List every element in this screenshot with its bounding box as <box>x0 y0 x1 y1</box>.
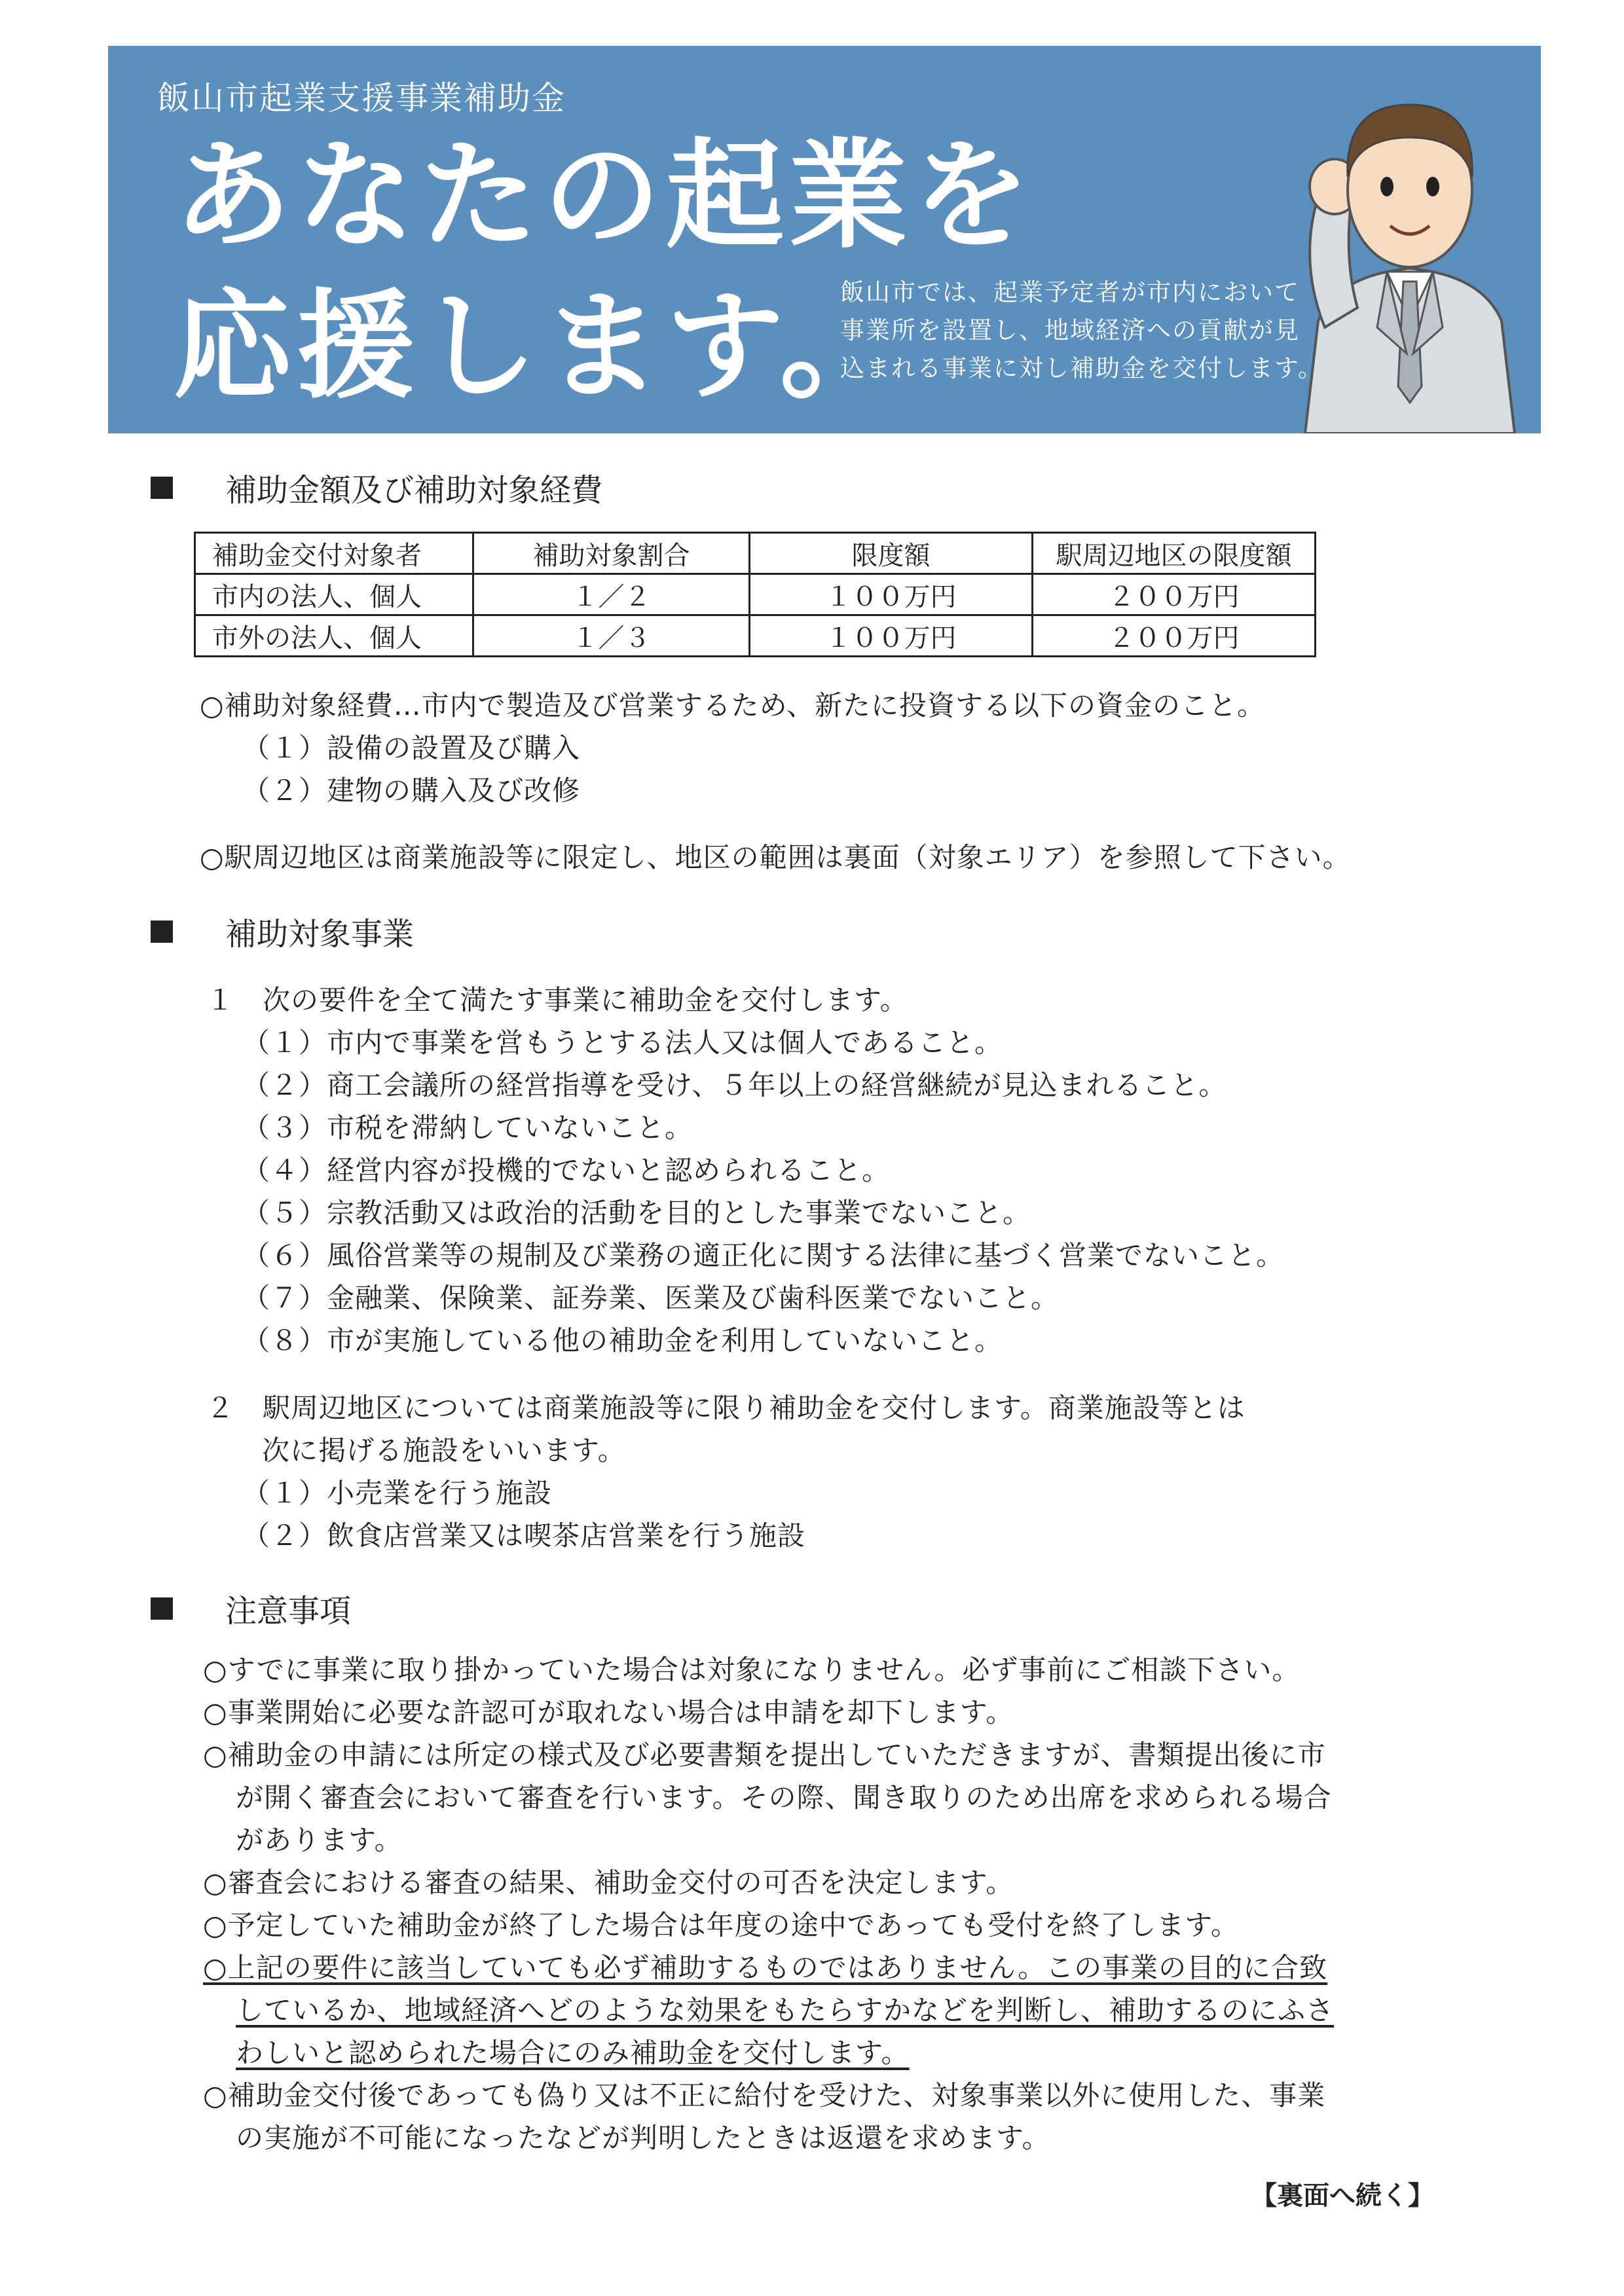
note-item: ○事業開始に必要な許認可が取れない場合は申請を却下します。 <box>203 1696 1014 1728</box>
table-header-row <box>195 533 1316 574</box>
requirement-item: （５）宗教活動又は政治的活動を目的とした事業でないこと。 <box>242 1197 1031 1229</box>
underlined-text: わしいと認められた場合にのみ補助金を交付します。 <box>236 2037 910 2069</box>
note-item-continued <box>203 2032 1334 2074</box>
table-cell: 市外の法人、個人 <box>195 615 473 657</box>
table-cell: １００万円 <box>750 615 1033 657</box>
requirement-intro: １ 次の要件を全て満たす事業に補助金を交付します。 <box>206 984 908 1016</box>
requirement-item: （６）風俗営業等の規制及び業務の適正化に関する法律に基づく営業でないこと。 <box>242 1239 1285 1271</box>
facility-item: （２）飲食店営業又は喫茶店営業を行う施設 <box>242 1520 806 1552</box>
table-cell: ２００万円 <box>1033 574 1316 615</box>
requirement-item: （４）経営内容が投機的でないと認められること。 <box>242 1154 891 1186</box>
banner-description-line: 飯山市では、起業予定者が市内において <box>840 278 1300 306</box>
subsidy-table <box>194 532 1316 657</box>
requirement-item: （８）市が実施している他の補助金を利用していないこと。 <box>242 1324 1003 1357</box>
underlined-text: ○上記の要件に該当していても必ず補助するものではありません。この事業の目的に合致 <box>203 1952 1328 1984</box>
note-item-underlined <box>203 1946 1334 1989</box>
note-item-continued <box>203 1989 1334 2032</box>
square-bullet-icon <box>151 920 173 943</box>
banner-description-line: 込まれる事業に対し補助金を交付します。 <box>840 354 1324 382</box>
station-requirement-intro: ２ 駅周辺地区については商業施設等に限り補助金を交付します。商業施設等とは <box>206 1392 1246 1424</box>
section-title: 注意事項 <box>225 1593 352 1630</box>
requirement-item: （３）市税を滞納していないこと。 <box>242 1112 693 1144</box>
table-cell: １００万円 <box>750 574 1033 615</box>
note-item: ○補助金の申請には所定の様式及び必要書類を提出していただきますが、書類提出後に市 <box>203 1739 1326 1771</box>
note-item-continued: の実施が不可能になったなどが判明したときは返還を求めます。 <box>236 2122 1050 2154</box>
header-banner <box>108 46 1541 433</box>
expense-item: （２）建物の購入及び改修 <box>242 774 581 807</box>
expense-item: （１）設備の設置及び購入 <box>242 732 581 764</box>
requirement-item: （７）金融業、保険業、証券業、医業及び歯科医業でないこと。 <box>242 1282 1060 1314</box>
requirement-item: （２）商工会議所の経営指導を受け、５年以上の経営継続が見込まれること。 <box>242 1069 1227 1101</box>
table-header: 補助対象割合 <box>473 533 750 574</box>
note-item: ○審査会における審査の結果、補助金交付の可否を決定します。 <box>203 1867 1014 1899</box>
note-item: ○補助金交付後であっても偽り又は不正に給付を受けた、対象事業以外に使用した、事業 <box>203 2079 1326 2111</box>
expense-note: ○補助対象経費…市内で製造及び営業するため、新たに投資する以下の資金のこと。 <box>200 689 1265 721</box>
note-item: ○予定していた補助金が終了した場合は年度の途中であっても受付を終了します。 <box>203 1909 1239 1941</box>
banner-title-line2: 応援します。 <box>174 278 903 415</box>
notes-list <box>203 1649 1334 2159</box>
banner-subtitle: 飯山市起業支援事業補助金 <box>157 79 566 117</box>
table-cell: 市内の法人、個人 <box>195 574 473 615</box>
section-heading-notes <box>151 1586 351 1631</box>
square-bullet-icon <box>151 477 173 499</box>
note-item-continued: が開く審査会において審査を行います。その際、聞き取りのため出席を求められる場合 <box>236 1781 1332 1813</box>
table-cell: １／２ <box>473 574 750 615</box>
table-row <box>195 574 1316 615</box>
table-header: 限度額 <box>750 533 1033 574</box>
section-title: 補助対象事業 <box>225 916 415 953</box>
section-heading-eligible-business <box>151 909 414 954</box>
requirement-item: （１）市内で事業を営もうとする法人又は個人であること。 <box>242 1027 1003 1059</box>
continue-on-back-label: 【裏面へ続く】 <box>1251 2181 1434 2211</box>
table-cell: １／３ <box>473 615 750 657</box>
underlined-text: しているか、地域経済へどのような効果をもたらすかなどを判断し、補助するのにふさ <box>236 1994 1335 2026</box>
section-title: 補助金額及び補助対象経費 <box>225 472 603 509</box>
section-heading-subsidy-amount <box>151 465 602 510</box>
note-item: ○すでに事業に取り掛かっていた場合は対象になりません。必ず事前にご相談下さい。 <box>203 1654 1301 1686</box>
note-item-continued: があります。 <box>236 1824 403 1856</box>
banner-description <box>840 274 1430 388</box>
banner-description-line: 事業所を設置し、地域経済への貢献が見 <box>840 316 1300 344</box>
table-header: 補助金交付対象者 <box>195 533 473 574</box>
station-area-note: ○駅周辺地区は商業施設等に限定し、地区の範囲は裏面（対象エリア）を参照して下さい。 <box>200 841 1351 873</box>
table-header: 駅周辺地区の限度額 <box>1033 533 1316 574</box>
facility-item: （１）小売業を行う施設 <box>242 1477 553 1509</box>
table-row <box>195 615 1316 657</box>
square-bullet-icon <box>151 1597 173 1620</box>
table-cell: ２００万円 <box>1033 615 1316 657</box>
station-requirement-intro-cont: 次に掲げる施設をいいます。 <box>262 1434 626 1467</box>
banner-title-line1: あなたの起業を <box>174 128 1036 264</box>
